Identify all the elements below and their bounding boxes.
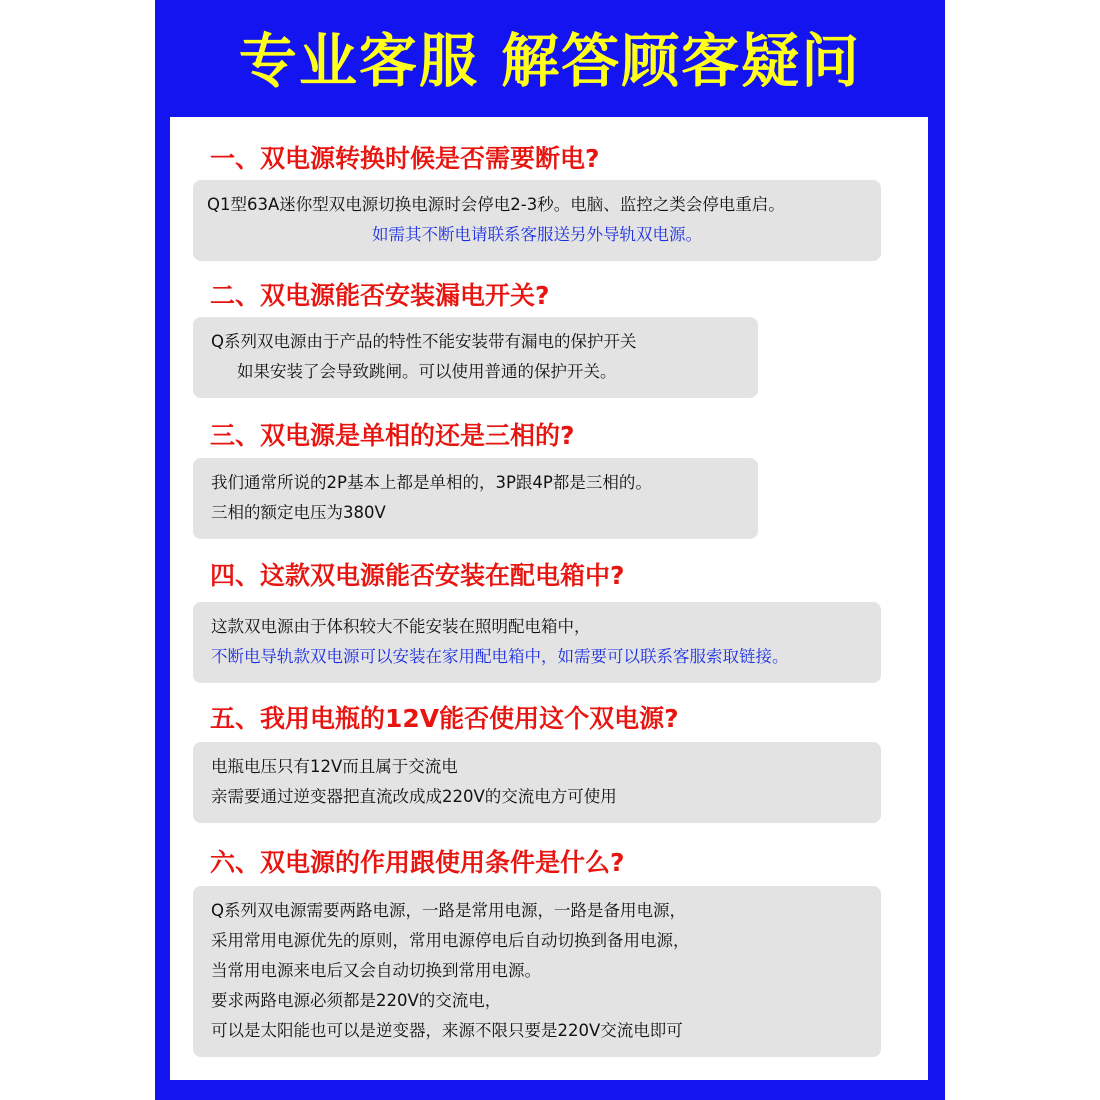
faq-panel [170, 117, 928, 1080]
question-title-1: 一、双电源转换时候是否需要断电? [210, 144, 600, 173]
question-title-2: 二、双电源能否安装漏电开关? [210, 281, 550, 310]
answer-line: 如需其不断电请联系客服送另外导轨双电源。 [372, 225, 702, 244]
answer-line: 可以是太阳能也可以是逆变器，来源不限只要是220V交流电即可 [211, 1021, 683, 1040]
headline: 专业客服 解答顾客疑问 [238, 27, 862, 95]
question-title-6: 六、双电源的作用跟使用条件是什么? [210, 848, 625, 877]
answer-line: 如果安装了会导致跳闸。可以使用普通的保护开关。 [237, 362, 617, 381]
answer-line: Q1型63A迷你型双电源切换电源时会停电2-3秒。电脑、监控之类会停电重启。 [207, 195, 785, 214]
answer-box-2 [193, 317, 758, 398]
answer-line: 三相的额定电压为380V [211, 503, 386, 522]
answer-box-4 [193, 602, 881, 683]
question-title-3: 三、双电源是单相的还是三相的? [210, 421, 575, 450]
answer-box-3 [193, 458, 758, 539]
answer-line: 我们通常所说的2P基本上都是单相的，3P跟4P都是三相的。 [211, 473, 652, 492]
answer-box-6 [193, 886, 881, 1057]
answer-box-1 [193, 180, 881, 261]
question-title-5: 五、我用电瓶的12V能否使用这个双电源? [210, 704, 679, 733]
answer-line: 这款双电源由于体积较大不能安装在照明配电箱中， [211, 617, 591, 636]
answer-line: 要求两路电源必须都是220V的交流电， [211, 991, 502, 1010]
answer-line: 当常用电源来电后又会自动切换到常用电源。 [211, 961, 541, 980]
answer-line: Q系列双电源需要两路电源，一路是常用电源，一路是备用电源， [211, 901, 686, 920]
answer-line: Q系列双电源由于产品的特性不能安装带有漏电的保护开关 [211, 332, 637, 351]
answer-line: 不断电导轨款双电源可以安装在家用配电箱中，如需要可以联系客服索取链接。 [211, 647, 789, 666]
answer-box-5 [193, 742, 881, 823]
answer-line: 亲需要通过逆变器把直流改成成220V的交流电方可使用 [211, 787, 617, 806]
answer-line: 电瓶电压只有12V而且属于交流电 [211, 757, 458, 776]
answer-line: 采用常用电源优先的原则，常用电源停电后自动切换到备用电源， [211, 931, 690, 950]
question-title-4: 四、这款双电源能否安装在配电箱中? [210, 561, 625, 590]
